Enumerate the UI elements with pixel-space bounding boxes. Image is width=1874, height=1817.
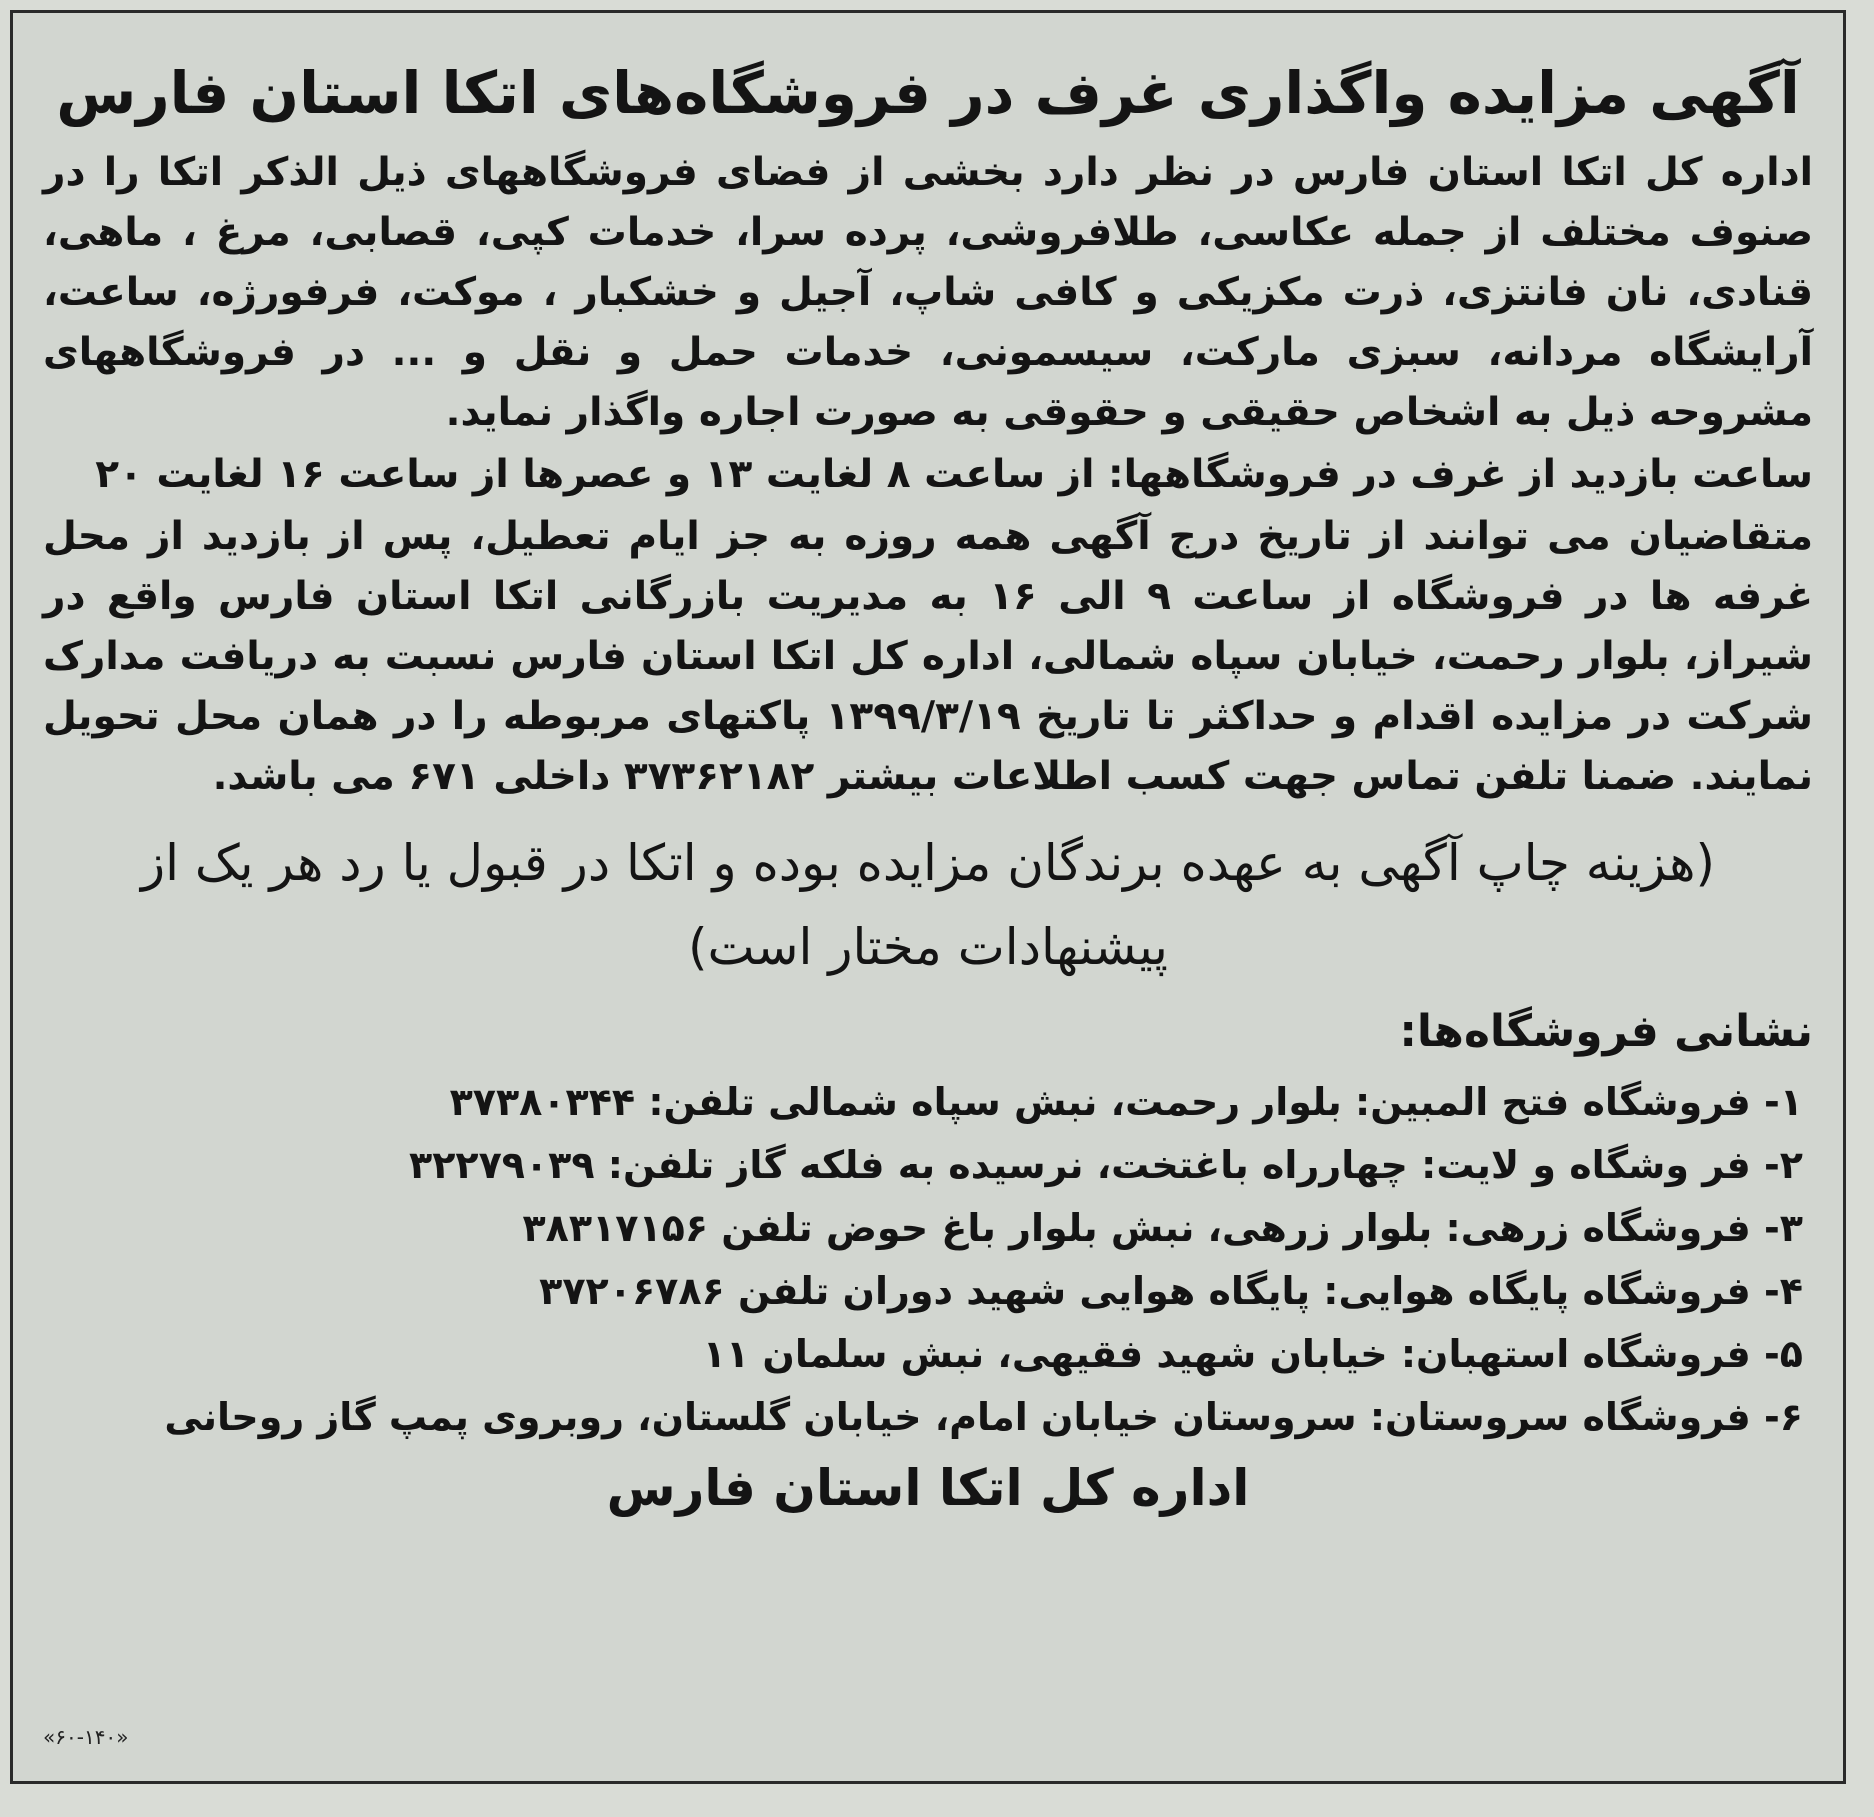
notice-title: آگهی مزایده واگذاری غرف در فروشگاه‌های اتکا استان فارس (56, 59, 1800, 127)
addresses-list (43, 1071, 1813, 1449)
application-paragraph: متقاضیان می توانند از تاریخ درج آگهی همه روزه به جز ایام تعطیل، پس از بازدید از محل غرفه ها در فروشگاه از ساعت ۹ الی ۱۶ به مدیریت بازرگانی اتکا استان فارس واقع در شیراز، بلوار رحمت، خیابان سپاه شمالی، اداره کل اتکا استان فارس نسبت به دریافت مدارک شرکت در مزایده اقدام و حداکثر تا تاریخ ۱۳۹۹/۳/۱۹ پاکتهای مربوطه را در همان محل تحویل نمایند. ضمنا تلفن تماس جهت کسب اطلاعات بیشتر ۳۷۳۶۲۱۸۲ داخلی ۶۷۱ می باشد. (43, 514, 1813, 799)
address-item: ۴- فروشگاه پایگاه هوایی: پایگاه هوایی شهید دوران تلفن ۳۷۲۰۶۷۸۶ (539, 1269, 1803, 1313)
visit-hours-paragraph: ساعت بازدید از غرف در فروشگاهها: از ساعت ۸ لغایت ۱۳ و عصرها از ساعت ۱۶ لغایت ۲۰ (95, 452, 1813, 497)
print-code: «۶۰-۱۴۰» (43, 1725, 129, 1749)
notice-frame (10, 10, 1846, 1784)
notice-content (43, 53, 1813, 1761)
address-item: ۶- فروشگاه سروستان: سروستان خیابان امام، خیابان گلستان، روبروی پمپ گاز روحانی (164, 1395, 1803, 1439)
cost-note: (هزینه چاپ آگهی به عهده برندگان مزایده بوده و اتکا در قبول یا رد هر یک از پیشنهادات مختار است) (140, 834, 1716, 976)
intro-paragraph: اداره کل اتکا استان فارس در نظر دارد بخشی از فضای فروشگاههای ذیل الذکر اتکا را در صنوف مختلف از جمله عکاسی، طلافروشی، پرده سرا، خدمات کپی، قصابی، مرغ ، ماهی، قنادی، نان فانتزی، ذرت مکزیکی و کافی شاپ، آجیل و خشکبار ، موکت، فرفورژه، ساعت، آرایشگاه مردانه، سبزی مارکت، سیسمونی، خدمات حمل و نقل و ... در فروشگاههای مشروحه ذیل به اشخاص حقیقی و حقوقی به صورت اجاره واگذار نماید. (43, 150, 1813, 435)
addresses-heading: نشانی فروشگاه‌ها: (1399, 1006, 1813, 1057)
address-item: ۳- فروشگاه زرهی: بلوار زرهی، نبش بلوار باغ حوض تلفن ۳۸۳۱۷۱۵۶ (522, 1206, 1803, 1250)
address-item: ۲- فر وشگاه و لایت: چهارراه باغتخت، نرسیده به فلکه گاز تلفن: ۳۲۲۷۹۰۳۹ (409, 1143, 1803, 1187)
signature: اداره کل اتکا استان فارس (606, 1459, 1250, 1517)
address-item: ۵- فروشگاه استهبان: خیابان شهید فقیهی، نبش سلمان ۱۱ (702, 1332, 1803, 1376)
address-item: ۱- فروشگاه فتح المبین: بلوار رحمت، نبش سپاه شمالی تلفن: ۳۷۳۸۰۳۴۴ (449, 1080, 1803, 1124)
